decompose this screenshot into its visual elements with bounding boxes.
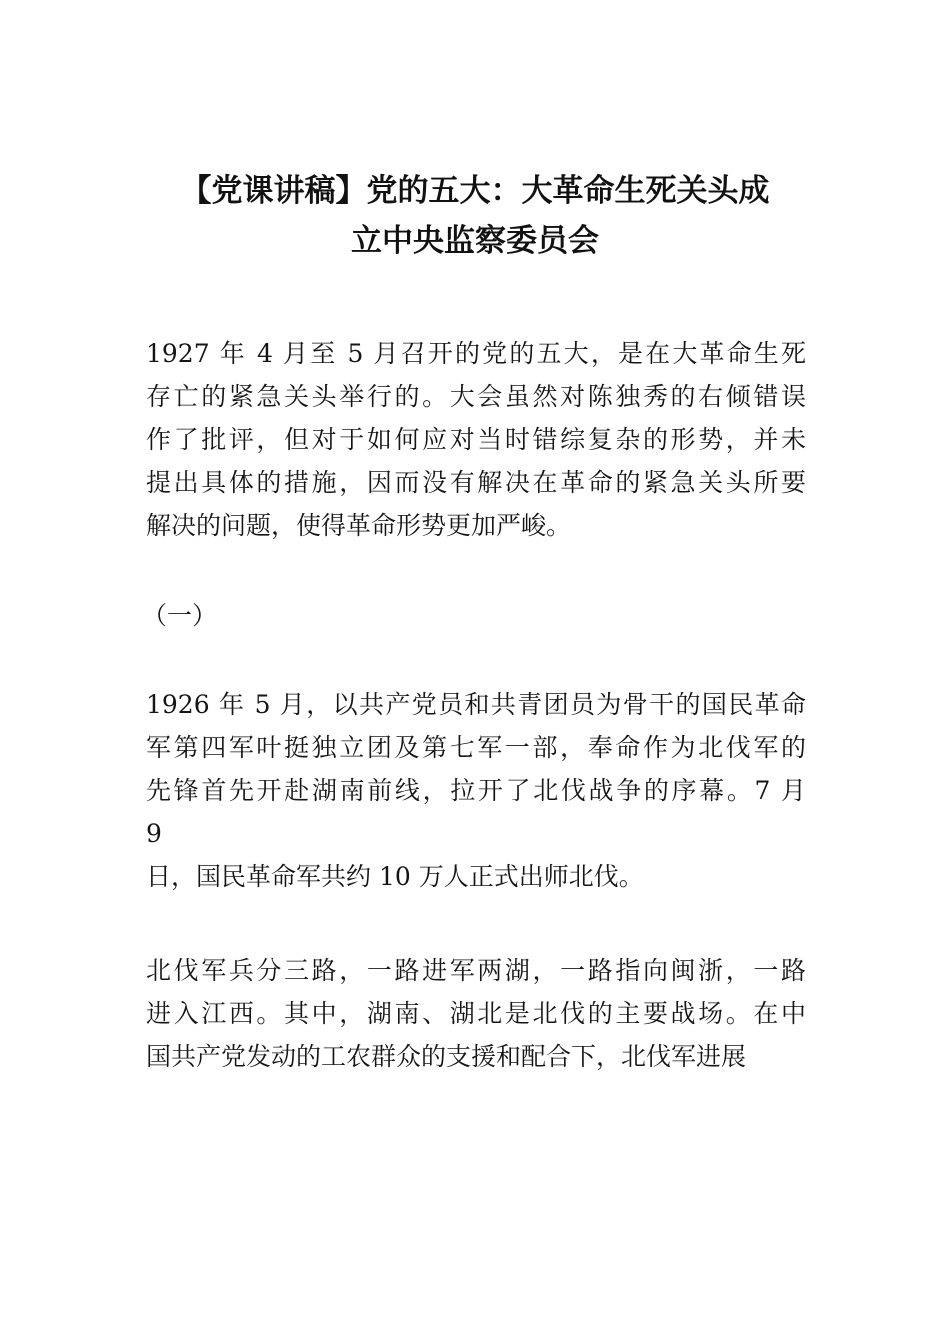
title-line-2: 立中央监察委员会 bbox=[351, 223, 599, 259]
paragraph-1-line-3: 作了批评，但对于如何应对当时错综复杂的形势，并未 bbox=[146, 425, 806, 454]
paragraph-1-line-1: 1927 年 4 月至 5 月召开的党的五大，是在大革命生死 bbox=[146, 339, 806, 368]
paragraph-2-line-5: 日，国民革命军共约 10 万人正式出师北伐。 bbox=[146, 862, 644, 891]
paragraph-1-line-2: 存亡的紧急关头举行的。大会虽然对陈独秀的右倾错误 bbox=[146, 382, 806, 411]
paragraph-1-line-4: 提出具体的措施，因而没有解决在革命的紧急关头所要 bbox=[146, 468, 806, 497]
paragraph-1-line-5: 解决的问题，使得革命形势更加严峻。 bbox=[146, 511, 572, 540]
title-line-1: 【党课讲稿】党的五大：大革命生死关头成 bbox=[180, 173, 770, 209]
paragraph-3-line-3: 国共产党发动的工农群众的支援和配合下，北伐军进展 bbox=[146, 1042, 747, 1071]
paragraph-2-line-4: 9 bbox=[146, 819, 162, 848]
paragraph-2-line-2: 军第四军叶挺独立团及第七军一部，奉命作为北伐军的 bbox=[146, 733, 806, 762]
document-title bbox=[120, 166, 830, 266]
section-heading: （一） bbox=[142, 601, 218, 630]
paragraph-2-line-1: 1926 年 5 月，以共产党员和共青团员为骨干的国民革命 bbox=[146, 690, 806, 719]
paragraph-2-line-3: 先锋首先开赴湖南前线，拉开了北伐战争的序幕。7 月 bbox=[146, 776, 806, 805]
paragraph-3-line-2: 进入江西。其中，湖南、湖北是北伐的主要战场。在中 bbox=[146, 999, 806, 1028]
paragraph-3-line-1: 北伐军兵分三路，一路进军两湖，一路指向闽浙，一路 bbox=[146, 956, 806, 985]
